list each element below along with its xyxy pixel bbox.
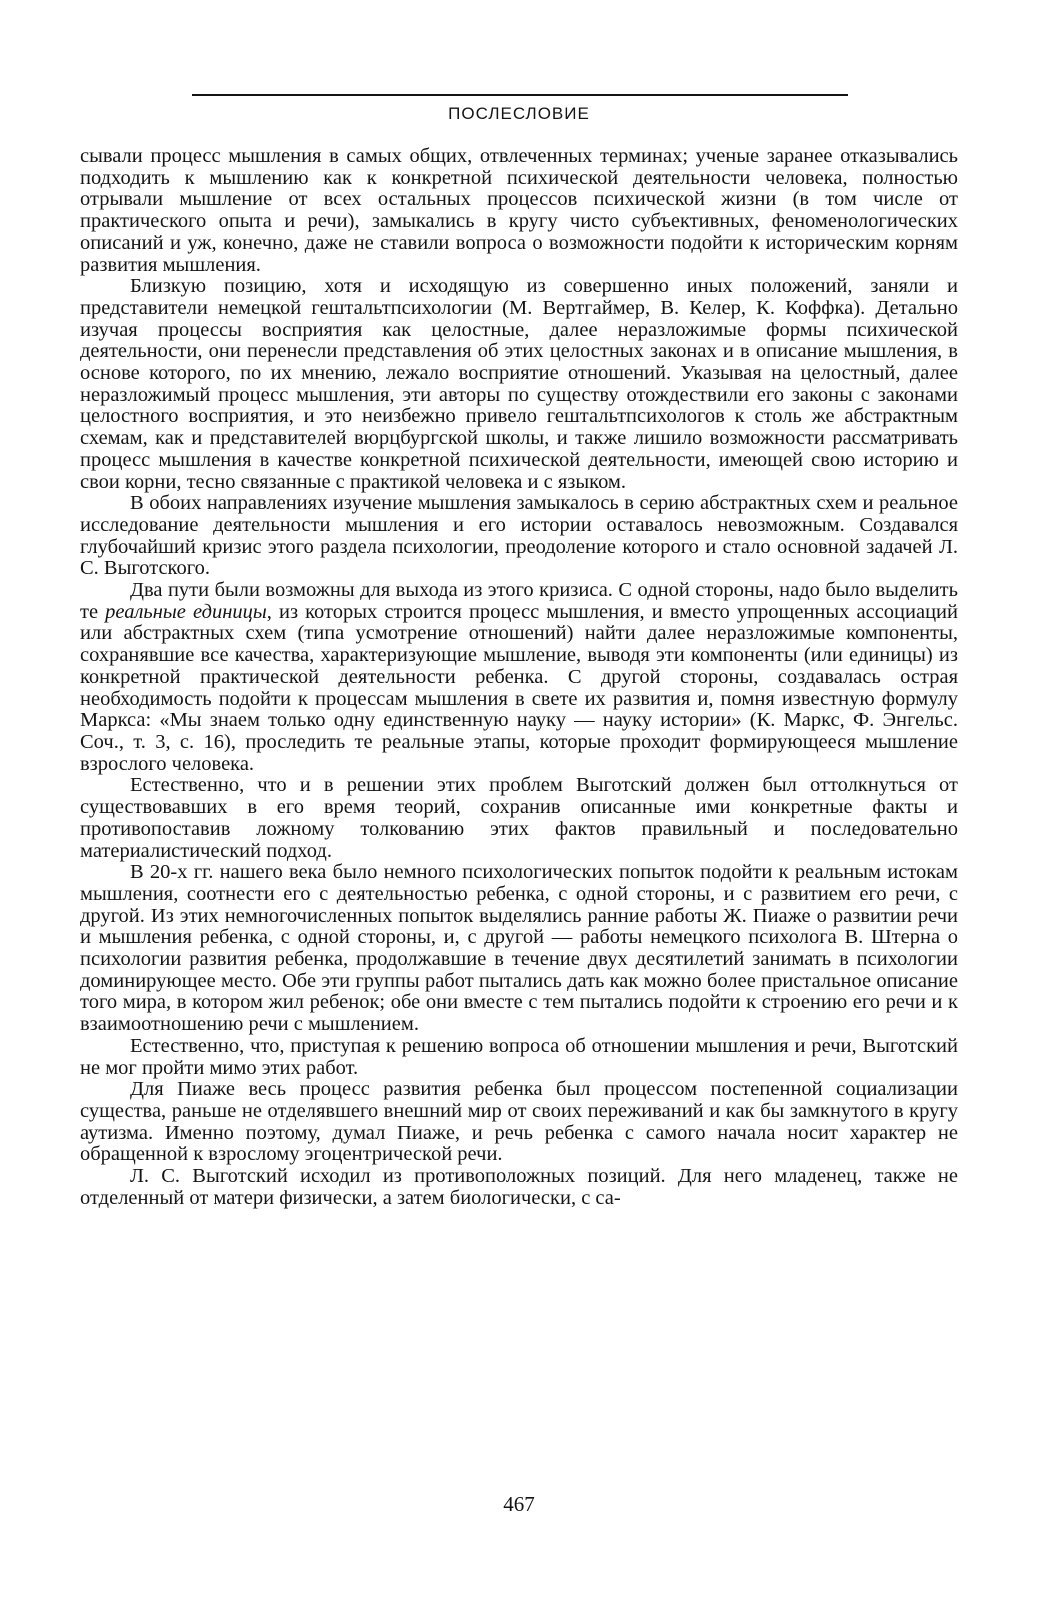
paragraph: сывали процесс мышления в самых общих, отвлеченных терминах; ученые заранее отказывались подходить к мышлению как к конкретной психической деятельности человека, полностью отрывали мышление от всех остальных процессов психической жизни (в том числе от практического опыта и речи), замыкались в кругу чисто субъективных, феноменологических описаний и уж, конечно, даже не ставили вопроса о возможности подойти к историческим корням развития мышления. [80,145,958,276]
page-number: 467 [503,1492,535,1516]
paragraph: В обоих направлениях изучение мышления замыкалось в серию абстрактных схем и реальное исследование деятельности мышления и его истории оставалось невозможным. Создавался глубочайший кризис этого раздела психологии, преодоление которого и стало основной задачей Л. С. Выготского. [80,492,958,580]
paragraph: В 20-х гг. нашего века было немного психологических попыток подойти к реальным истокам мышления, соотнести его с деятельностью ребенка, с одной стороны, и с развитием его речи, с другой. Из этих немногочисленных попыток выделялись ранние работы Ж. Пиаже о развитии речи и мышления ребенка, с одной стороны, и, с другой — работы немецкого психолога В. Штерна о психологии развития ребенка, продолжавшие в течение двух десятилетий занимать в психологии доминирующее место. Обе эти группы работ пытались дать как можно более пристальное описание того мира, в котором жил ребенок; обе они вместе с тем пытались подойти к строению его речи и к взаимоотношению речи с мышлением. [80,861,958,1036]
header-rule [192,94,848,96]
book-page [80,90,958,1570]
paragraph: Естественно, что, приступая к решению вопроса об отношении мышления и речи, Выготский не мог пройти мимо этих работ. [80,1034,958,1079]
paragraph [80,580,958,775]
paragraph-text: , из которых строится процесс мышления, и вместо упрощенных ассоциаций или абстрактных схем (типа усмотрение отношений) найти далее неразложимые компоненты, сохранявшие все качества, характеризующие мышление, выводя эти компоненты (или единицы) из конкретной практической деятельности ребенка. С другой стороны, создавалась острая необходимость подойти к процессам мышления в свете их развития и, помня известную формулу Маркса: «Мы знаем только одну единственную науку — науку истории» (К. Маркс, Ф. Энгельс. Соч., т. 3, с. 16), проследить те реальные этапы, которые проходит формирующееся мышление взрослого человека. [80,600,958,775]
paragraph: Естественно, что и в решении этих проблем Выготский должен был оттолкнуться от существовавших в его время теорий, сохранив описанные ими конкретные факты и противопоставив ложному толкованию этих фактов правильный и последовательно материалистический подход. [80,774,958,862]
paragraph: Близкую позицию, хотя и исходящую из совершенно иных положений, заняли и представители немецкой гештальтпсихологии (М. Вертгаймер, В. Келер, К. Коффка). Детально изучая процессы восприятия как целостные, далее неразложимые формы психической деятельности, они перенесли представления об этих целостных законах и в описание мышления, в основе которого, по их мнению, лежало восприятие отношений. Указывая на целостный, далее неразложимый процесс мышления, эти авторы по существу отождествили его законы с законами целостного восприятия, и это неизбежно привело гештальтпсихологов к столь же абстрактным схемам, как и представителей вюрцбургской школы, и также лишило возможности рассматривать процесс мышления в качестве конкретной психической деятельности, имеющей свою историю и свои корни, тесно связанные с практикой человека и с языком. [80,275,958,493]
paragraph: Для Пиаже весь процесс развития ребенка был процессом постепенной социализации существа, раньше не отделявшего внешний мир от своих переживаний и как бы замкнутого в кругу аутизма. Именно поэтому, думал Пиаже, и речь ребенка с самого начала носит характер не обращенной к взрослому эгоцентрической речи. [80,1078,958,1166]
paragraph-text: Два пути были возможны для выхода из этого кризиса. С одной стороны, надо было выделить те [80,579,958,623]
running-head: ПОСЛЕСЛОВИЕ [448,104,590,123]
italic-term: реальные единицы [105,600,267,623]
paragraph: Л. С. Выготский исходил из противоположных позиций. Для него младенец, также не отделенный от матери физически, а затем биологически, с са- [80,1165,958,1209]
body-text [80,146,958,1209]
